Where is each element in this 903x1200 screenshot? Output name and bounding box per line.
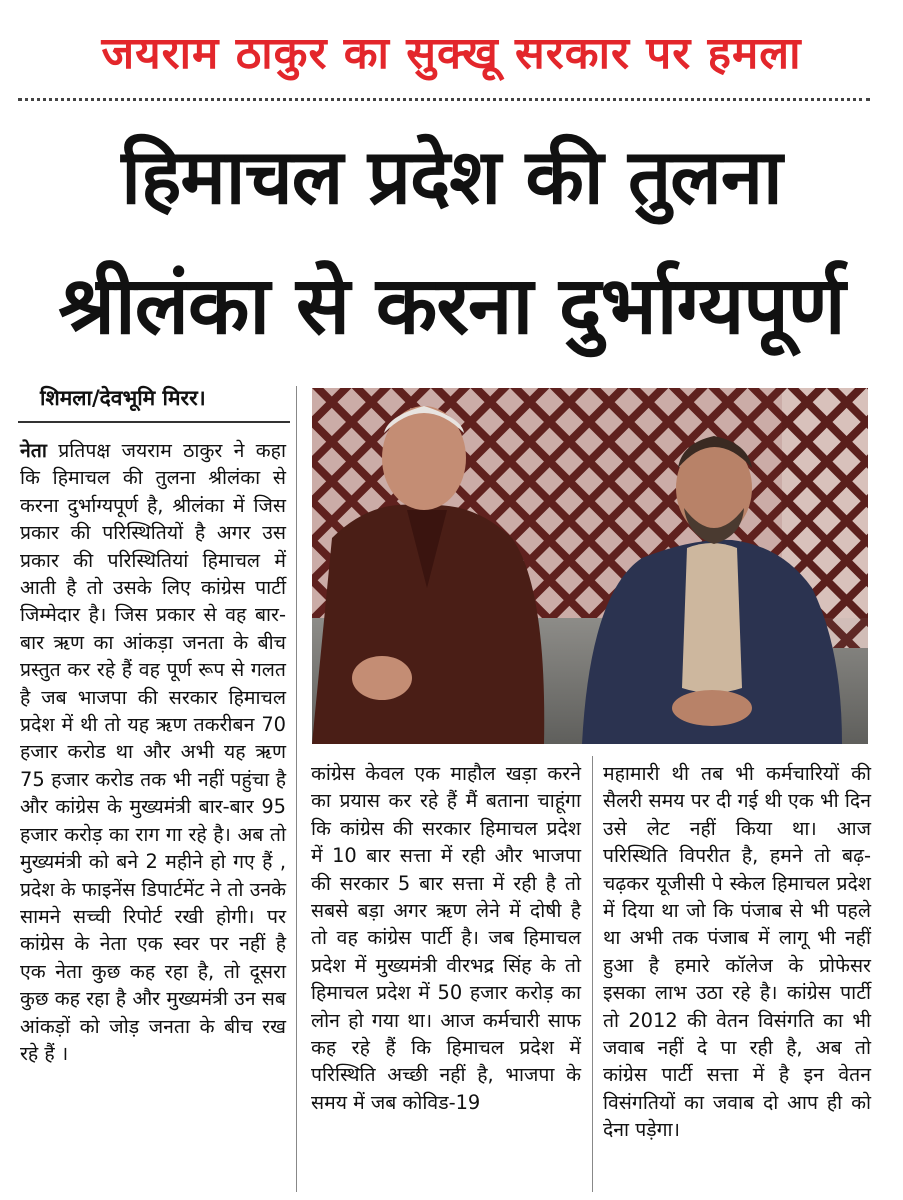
main-headline-line-1: हिमाचल प्रदेश की तुलना: [121, 132, 782, 221]
main-headline-line-2: श्रीलंका से करना दुर्भाग्यपूर्ण: [58, 259, 845, 352]
lead-word: नेता: [20, 439, 47, 462]
article-column-3: [603, 760, 871, 1190]
article-column-1: [20, 437, 286, 1187]
article-column-3-text: महामारी थी तब भी कर्मचारियों की सैलरी समय पर दी गई थी एक भी दिन उसे लेट नहीं किया था। आज परिस्थिति विपरीत है, हमने तो बढ़-चढ़कर यूजीसी पे स्केल हिमाचल प्रदेश में दिया था जो कि पंजाब से भी पहले था अभी तक पंजाब में लागू भी नहीं हुआ है हमारे कॉलेज के प्रोफेसर इसका लाभ उठा रहे है। कांग्रेस पार्टी तो 2012 की वेतन विसंगति का भी जवाब नहीं दे पा रही है, अब तो कांग्रेस पार्टी सत्ता में है इन वेतन विसंगतियों का जवाब दो आप ही को देना पड़ेगा।: [603, 762, 871, 1142]
column-rule-1: [296, 386, 297, 1192]
article-column-1-text: प्रतिपक्ष जयराम ठाकुर ने कहा कि हिमाचल की तुलना श्रीलंका से करना दुर्भाग्यपूर्ण है, श्रीलंका में जिस प्रकार की परिस्थितियों है अगर उस प्रकार की परिस्थितियां हिमाचल में आती है तो उसके लिए कांग्रेस पार्टी जिम्मेदार है। जिस प्रकार से वह बार-बार ऋण का आंकड़ा जनता के बीच प्रस्तुत कर रहे हैं वह पूर्ण रूप से गलत है जब भाजपा की सरकार हिमाचल प्रदेश में थी तो यह ऋण तकरीबन 70 हजार करोड था और अभी यह ऋण 75 हजार करोड तक भी नहीं पहुंचा है और कांग्रेस के मुख्यमंत्री बार-बार 95 हजार करोड़ का राग गा रहे है। अब तो मुख्यमंत्री को बने 2 महीने हो गए हैं , प्रदेश के फाइनेंस डिपार्टमेंट ने तो उनके सामने सच्ची रिपोर्ट रखी होगी। पर कांग्रेस के नेता एक स्वर पर नहीं है एक नेता कुछ कह रहा है, तो दूसरा कुछ कह रहा है और मुख्यमंत्री उन सब आंकड़ों को जोड़ जनता के बीच रख रहे हैं ।: [20, 439, 286, 1065]
dotted-divider: [18, 98, 870, 101]
article-column-2-text: कांग्रेस केवल एक माहौल खड़ा करने का प्रयास कर रहे हैं मैं बताना चाहूंगा कि कांग्रेस की सरकार हिमाचल प्रदेश में 10 बार सत्ता में रही और भाजपा की सरकार 5 बार सत्ता में रही है तो सबसे बड़ा अगर ऋण लेने में दोषी है तो वह कांग्रेस पार्टी है। जब हिमाचल प्रदेश में मुख्यमंत्री वीरभद्र सिंह के तो हिमाचल प्रदेश में 50 हजार करोड़ का लोन हो गया था। आज कर्मचारी साफ कह रहे हैं कि हिमाचल प्रदेश में परिस्थिति अच्छी नहीं है, भाजपा के समय में जब कोविड-19: [311, 762, 581, 1114]
column-rule-2: [592, 756, 593, 1192]
dateline-rule: [18, 421, 290, 423]
two-men-press-conference-photo: [312, 388, 868, 744]
dateline: शिमला/देवभूमि मिरर।: [40, 386, 206, 410]
article-column-2: [311, 760, 581, 1190]
kicker-headline: जयराम ठाकुर का सुक्खू सरकार पर हमला: [101, 28, 802, 79]
